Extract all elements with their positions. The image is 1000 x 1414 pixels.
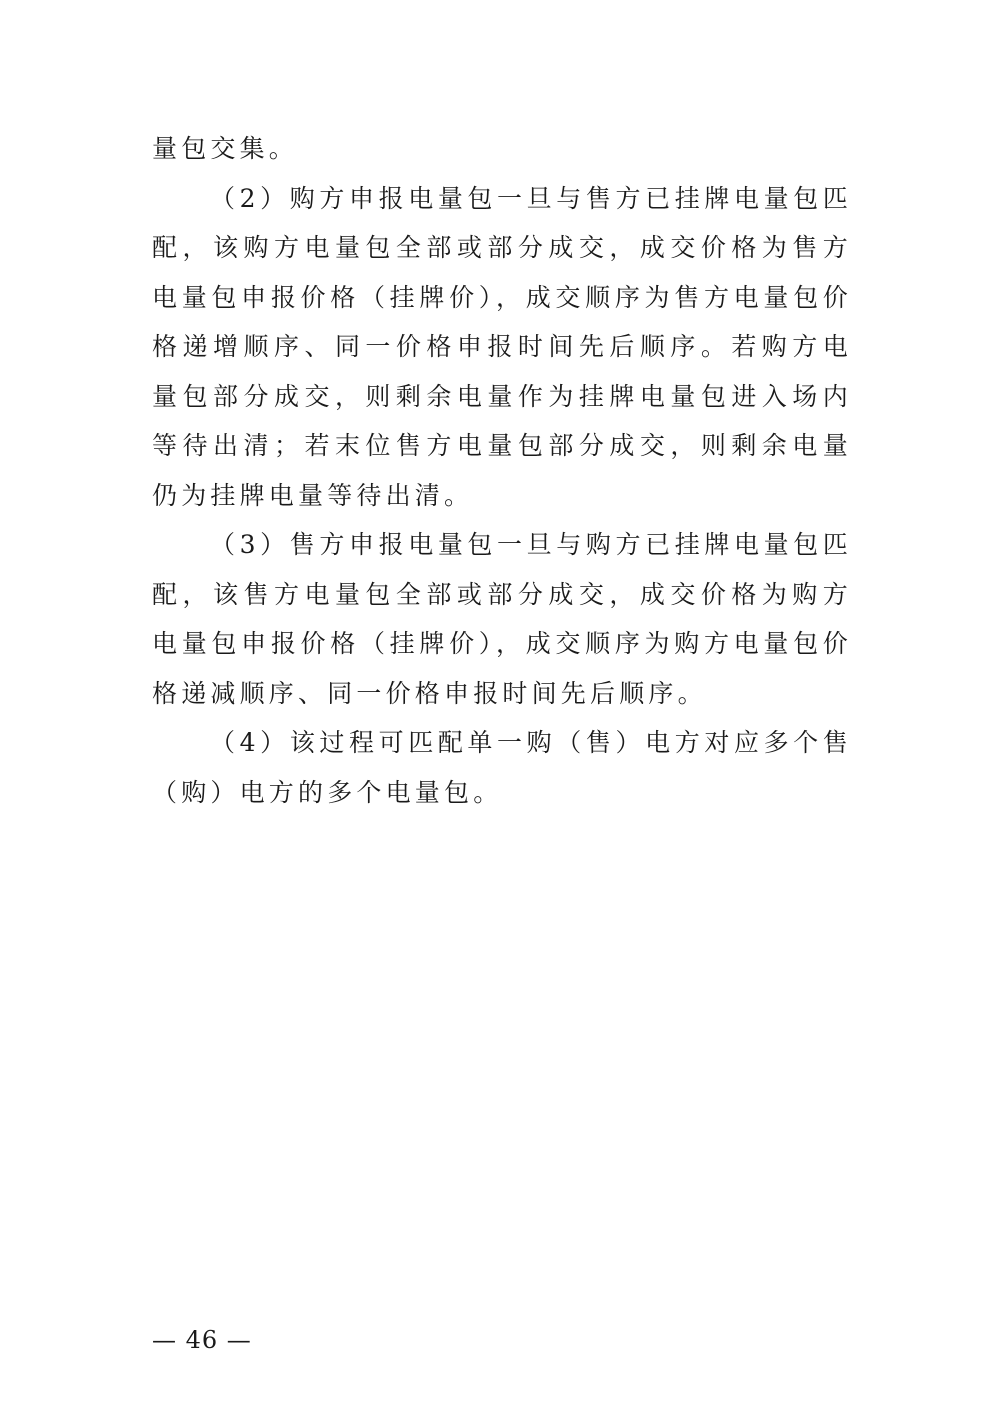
paragraph-item-2: （2）购方申报电量包一旦与售方已挂牌电量包匹配，该购方电量包全部或部分成交，成交价格为售方电量包申报价格（挂牌价），成交顺序为售方电量包价格递增顺序、同一价格申报时间先后顺序。若购方电量包部分成交，则剩余电量作为挂牌电量包进入场内等待出清；若末位售方电量包部分成交，则剩余电量仍为挂牌电量等待出清。 bbox=[152, 183, 852, 510]
paragraph-item-4: （4）该过程可匹配单一购（售）电方对应多个售（购）电方的多个电量包。 bbox=[152, 728, 852, 807]
page-number: — 46 — bbox=[152, 1326, 252, 1354]
paragraph-continuation: 量包交集。 bbox=[152, 134, 299, 163]
paragraph-item-3: （3）售方申报电量包一旦与购方已挂牌电量包匹配，该售方电量包全部或部分成交，成交价格为购方电量包申报价格（挂牌价），成交顺序为购方电量包价格递减顺序、同一价格申报时间先后顺序。 bbox=[152, 530, 852, 708]
body-text bbox=[152, 124, 852, 817]
